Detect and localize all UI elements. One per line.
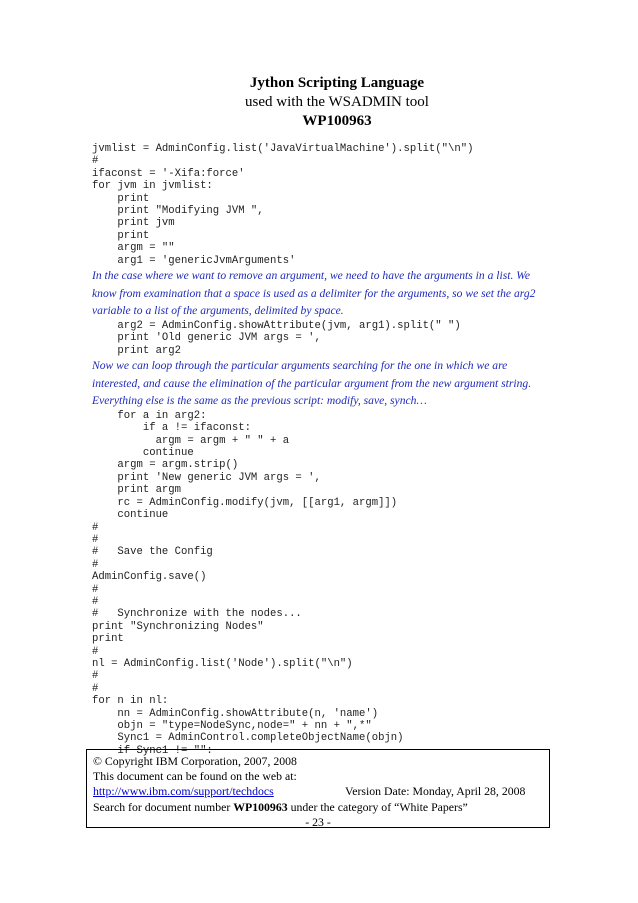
code-line: for n in nl: <box>92 695 169 708</box>
code-line: # <box>92 595 99 608</box>
code-line: # <box>92 558 99 571</box>
code-line: print <box>92 229 150 242</box>
code-block <box>92 143 552 267</box>
code-line: Sync1 = AdminControl.completeObjectName(objn) <box>92 732 404 745</box>
search-prefix: Search for document number <box>93 799 234 814</box>
code-line: print argm <box>92 484 182 497</box>
code-line: for jvm in jvmlist: <box>92 180 213 193</box>
code-line: argm = "" <box>92 242 175 255</box>
code-line: nn = AdminConfig.showAttribute(n, 'name') <box>92 707 379 720</box>
code-line: # Synchronize with the nodes... <box>92 608 302 621</box>
code-line: rc = AdminConfig.modify(jvm, [[arg1, argm]]) <box>92 496 398 509</box>
code-line: ifaconst = '-Xifa:force' <box>92 167 245 180</box>
footer-url-row <box>93 784 543 799</box>
header-doc-id: WP100963 <box>302 113 372 129</box>
code-line: nl = AdminConfig.list('Node').split("\n") <box>92 657 353 670</box>
footer-box <box>86 749 550 828</box>
code-line: continue <box>92 447 194 460</box>
explanatory-note: Now we can loop through the particular arguments searching for the one in which we are interested, and cause the elimination of the particular argument from the new argument string. Everything else is the same as the previous script: modify, save, synch… <box>92 359 532 408</box>
code-line: argm = argm + " " + a <box>92 434 290 447</box>
code-line: print arg2 <box>92 344 182 357</box>
code-line: continue <box>92 509 169 522</box>
code-line: print <box>92 192 150 205</box>
header-subtitle: used with the WSADMIN tool <box>245 94 429 110</box>
techdocs-link[interactable]: http://www.ibm.com/support/techdocs <box>93 784 274 799</box>
explanatory-note: In the case where we want to remove an argument, we need to have the arguments in a list. We know from examination that a space is used as a delimiter for the arguments, so we set the arg2 variable to a list of the arguments, delimited by space. <box>92 269 536 318</box>
document-body <box>92 143 552 757</box>
search-doc-number: WP100963 <box>233 799 288 814</box>
code-line: print "Modifying JVM ", <box>92 205 264 218</box>
code-line: jvmlist = AdminConfig.list('JavaVirtualMachine').split("\n") <box>92 143 474 155</box>
code-line: print 'New generic JVM args = ', <box>92 471 321 484</box>
code-line: AdminConfig.save() <box>92 571 207 584</box>
code-line: print 'Old generic JVM args = ', <box>92 332 321 345</box>
code-line: # <box>92 682 99 695</box>
code-line: arg2 = AdminConfig.showAttribute(jvm, arg1).split(" ") <box>92 319 461 332</box>
header-title: Jython Scripting Language <box>249 75 425 91</box>
code-line: argm = argm.strip() <box>92 459 239 472</box>
code-line: # <box>92 583 99 596</box>
footer-search-line <box>93 800 543 815</box>
page-number: - 23 - <box>305 814 331 829</box>
code-line: # Save the Config <box>92 546 213 559</box>
code-block <box>92 410 552 757</box>
code-line: # <box>92 533 99 546</box>
footer-copyright: © Copyright IBM Corporation, 2007, 2008 <box>93 754 297 768</box>
document-header <box>0 74 638 131</box>
code-line: if Sync1 != "": <box>92 744 213 757</box>
code-line: print jvm <box>92 217 175 230</box>
version-date: Version Date: Monday, April 28, 2008 <box>345 784 526 799</box>
code-line: # <box>92 155 99 168</box>
code-line: print "Synchronizing Nodes" <box>92 620 264 633</box>
footer-web-line: This document can be found on the web at: <box>93 769 297 784</box>
search-suffix: under the category of “White Papers” <box>287 799 468 814</box>
code-line: objn = "type=NodeSync,node=" + nn + ",*" <box>92 720 372 732</box>
code-block <box>92 320 552 357</box>
code-line: if a != ifaconst: <box>92 422 251 435</box>
code-line: # <box>92 645 99 658</box>
code-line: for a in arg2: <box>92 409 207 422</box>
code-line: # <box>92 670 99 683</box>
code-line: arg1 = 'genericJvmArguments' <box>92 254 296 267</box>
code-line: # <box>92 521 99 534</box>
code-line: print <box>92 633 124 646</box>
